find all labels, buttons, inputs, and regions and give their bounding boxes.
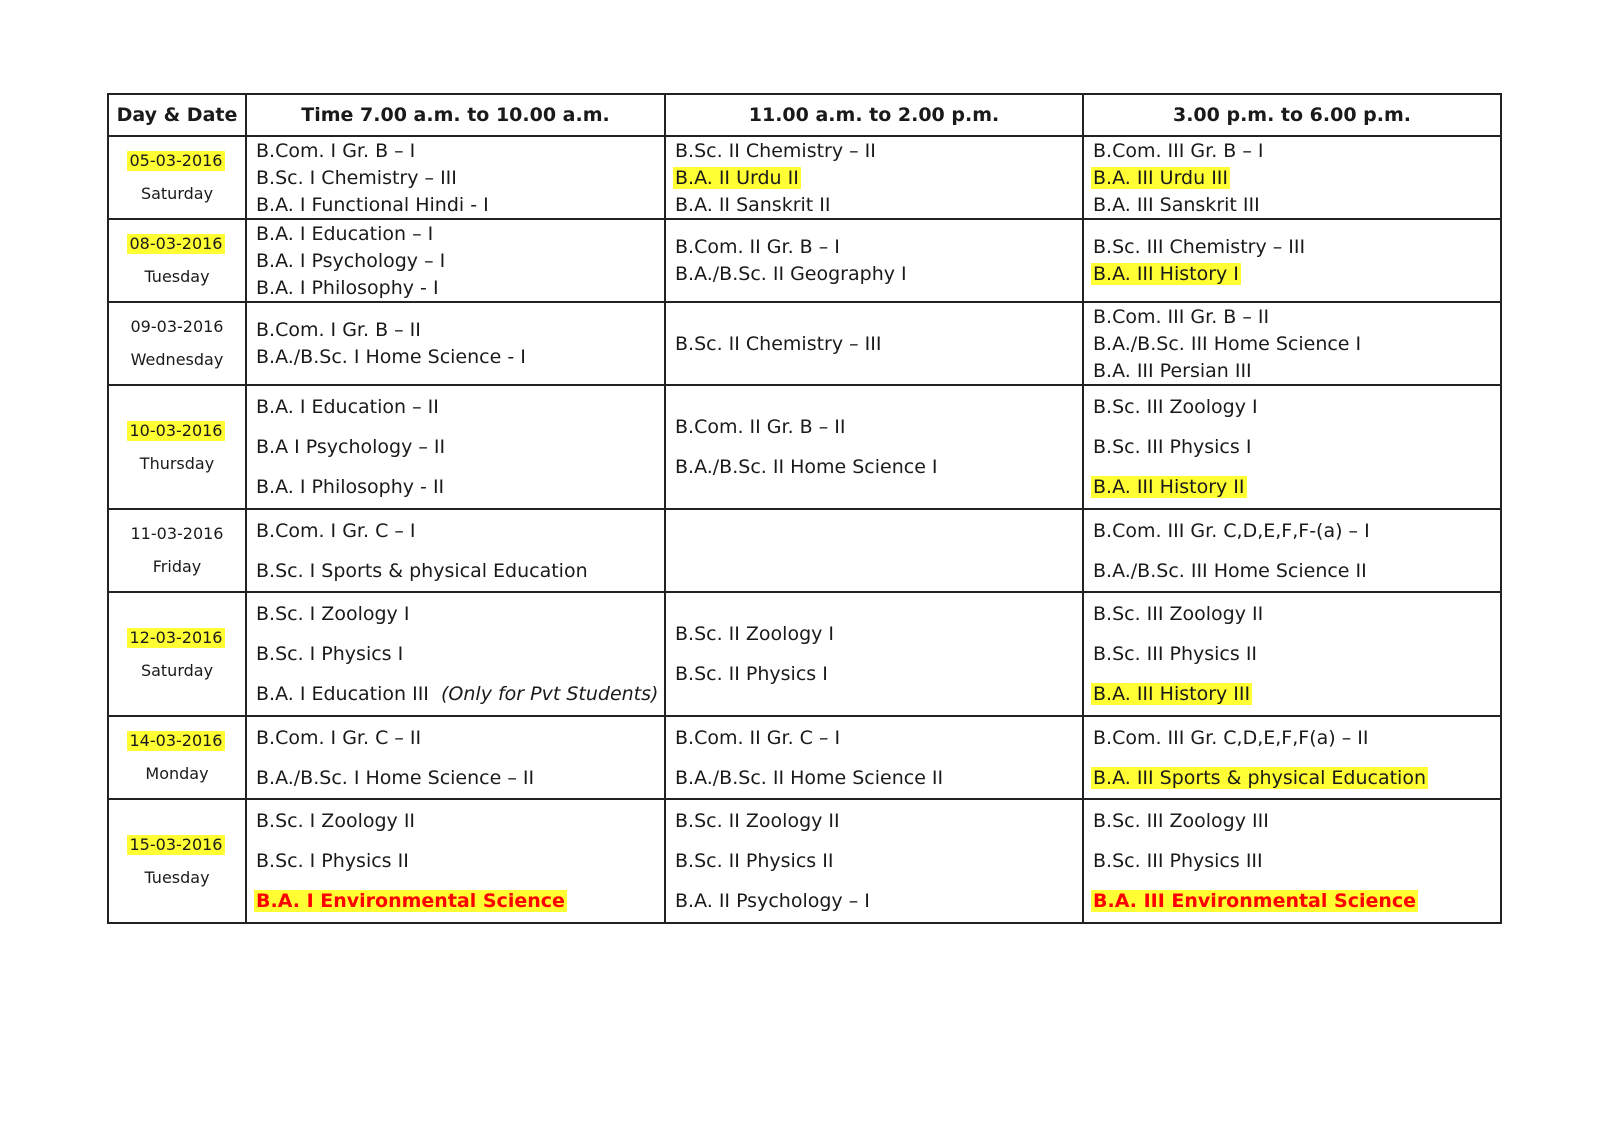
slot-midday-cell — [665, 385, 1083, 509]
subject: B.Com. II Gr. C – I — [675, 726, 841, 749]
header-row — [108, 94, 1501, 136]
subject: B.A./B.Sc. II Geography I — [675, 263, 907, 285]
subject: B.Sc. II Zoology II — [675, 810, 840, 832]
slot-morning-cell — [246, 302, 665, 385]
slot-morning-cell — [246, 799, 665, 923]
subject: B.A. I Philosophy - II — [256, 476, 445, 498]
slot-midday-cell — [665, 136, 1083, 219]
subject-highlighted: B.A. III Urdu III — [1093, 166, 1229, 189]
exam-day: Monday — [145, 764, 209, 783]
subject-highlighted-red: B.A. III Environmental Science — [1093, 890, 1417, 912]
subject: B.Sc. I Zoology I — [256, 603, 410, 625]
subject: B.A./B.Sc. I Home Science - I — [256, 346, 526, 368]
subject: B.Sc. III Zoology II — [1093, 603, 1264, 625]
subject: B.A. III Sanskrit III — [1093, 193, 1260, 216]
subject-highlighted: B.A. III History III — [1093, 683, 1251, 705]
exam-day: Tuesday — [144, 867, 210, 887]
slot-afternoon-cell — [1083, 716, 1501, 799]
subject: B.Sc. I Zoology II — [256, 810, 416, 832]
subject: B.A. I Philosophy - I — [256, 276, 439, 299]
subject: B.Com. II Gr. B – I — [675, 236, 840, 258]
subject: B.A. I Education – II — [256, 396, 439, 418]
exam-timetable — [107, 93, 1502, 924]
header-slot-afternoon: 3.00 p.m. to 6.00 p.m. — [1083, 94, 1501, 136]
exam-day: Saturday — [140, 660, 214, 680]
date-cell — [108, 592, 246, 716]
subject: B.A. I Functional Hindi - I — [256, 193, 489, 216]
date-cell — [108, 302, 246, 385]
exam-date: 10-03-2016 — [127, 421, 226, 441]
table-row — [108, 385, 1501, 509]
header-day-date: Day & Date — [108, 94, 246, 136]
subject: B.Sc. III Chemistry – III — [1093, 236, 1306, 258]
subject: B.Sc. III Physics III — [1093, 850, 1263, 872]
subject: B.Com. II Gr. B – II — [675, 416, 846, 438]
exam-date: 11-03-2016 — [130, 524, 224, 543]
subject-highlighted: B.A. III History II — [1093, 476, 1245, 498]
slot-morning-cell — [246, 136, 665, 219]
subject: B.A I Psychology – II — [256, 436, 446, 458]
slot-morning-cell — [246, 509, 665, 592]
slot-midday-cell — [665, 302, 1083, 385]
subject: B.Sc. I Sports & physical Education — [256, 559, 588, 582]
slot-midday-cell — [665, 799, 1083, 923]
exam-date: 09-03-2016 — [130, 317, 224, 336]
date-cell — [108, 716, 246, 799]
subject: B.Sc. II Physics I — [675, 663, 828, 685]
exam-day: Saturday — [140, 184, 214, 203]
subject: B.A. I Education – I — [256, 222, 434, 245]
subject-highlighted: B.A. III History I — [1093, 263, 1239, 285]
slot-afternoon-cell — [1083, 302, 1501, 385]
subject: B.Com. I Gr. C – I — [256, 519, 416, 542]
exam-date: 05-03-2016 — [127, 151, 226, 171]
exam-day: Wednesday — [130, 350, 224, 369]
slot-morning-cell — [246, 385, 665, 509]
slot-morning-cell — [246, 592, 665, 716]
subject: B.Sc. I Physics II — [256, 850, 409, 872]
subject: B.Sc. I Physics I — [256, 643, 404, 665]
date-cell — [108, 136, 246, 219]
subject: B.Com. I Gr. B – II — [256, 319, 421, 341]
table-row — [108, 799, 1501, 923]
exam-day: Tuesday — [144, 267, 210, 286]
slot-afternoon-cell — [1083, 509, 1501, 592]
slot-morning-cell — [246, 716, 665, 799]
subject: B.Com. III Gr. B – I — [1093, 139, 1264, 162]
subject: B.A./B.Sc. I Home Science – II — [256, 766, 535, 789]
slot-afternoon-cell — [1083, 136, 1501, 219]
table-row — [108, 136, 1501, 219]
subject: B.A. II Psychology – I — [675, 890, 870, 912]
subject: B.Sc. III Physics II — [1093, 643, 1258, 665]
subject: B.A./B.Sc. III Home Science I — [1093, 332, 1362, 355]
subject: B.Com. III Gr. B – II — [1093, 305, 1270, 328]
subject: B.Sc. II Physics II — [675, 850, 834, 872]
subject-highlighted: B.A. III Sports & physical Education — [1093, 766, 1426, 789]
subject: B.A. III Persian III — [1093, 359, 1252, 382]
subject: B.A. I Psychology – I — [256, 249, 446, 272]
subject: B.A./B.Sc. III Home Science II — [1093, 559, 1367, 582]
subject: B.Sc. III Zoology I — [1093, 396, 1258, 418]
subject-note: (Only for Pvt Students) — [441, 683, 659, 705]
subject: B.Com. III Gr. C,D,E,F,F-(a) – I — [1093, 519, 1370, 542]
subject: B.Sc. II Zoology I — [675, 623, 835, 645]
date-cell — [108, 509, 246, 592]
subject-highlighted: B.A. II Urdu II — [675, 166, 799, 189]
exam-date: 12-03-2016 — [127, 628, 226, 648]
slot-afternoon-cell — [1083, 799, 1501, 923]
subject: B.Com. I Gr. B – I — [256, 139, 416, 162]
date-cell — [108, 799, 246, 923]
slot-afternoon-cell — [1083, 385, 1501, 509]
subject-highlighted-red: B.A. I Environmental Science — [256, 890, 565, 912]
subject: B.A./B.Sc. II Home Science II — [675, 766, 944, 789]
header-slot-midday: 11.00 a.m. to 2.00 p.m. — [665, 94, 1083, 136]
table-row — [108, 302, 1501, 385]
slot-midday-cell — [665, 716, 1083, 799]
subject: B.Sc. III Physics I — [1093, 436, 1252, 458]
subject: B.Com. I Gr. C – II — [256, 726, 422, 749]
subject: B.Com. III Gr. C,D,E,F,F(a) – II — [1093, 726, 1369, 749]
subject: B.Sc. II Chemistry – II — [675, 139, 876, 162]
exam-date: 08-03-2016 — [127, 234, 226, 254]
subject: B.A./B.Sc. II Home Science I — [675, 456, 938, 478]
slot-midday-cell-empty — [665, 509, 1083, 592]
subject: B.Sc. I Chemistry – III — [256, 166, 457, 189]
header-slot-morning: Time 7.00 a.m. to 10.00 a.m. — [246, 94, 665, 136]
slot-morning-cell — [246, 219, 665, 302]
exam-date: 14-03-2016 — [127, 731, 226, 751]
table-row — [108, 219, 1501, 302]
exam-date: 15-03-2016 — [127, 835, 226, 855]
slot-midday-cell — [665, 219, 1083, 302]
slot-afternoon-cell — [1083, 219, 1501, 302]
subject: B.Sc. III Zoology III — [1093, 810, 1269, 832]
date-cell — [108, 219, 246, 302]
table-row — [108, 592, 1501, 716]
subject: B.A. II Sanskrit II — [675, 193, 831, 216]
date-cell — [108, 385, 246, 509]
table-row — [108, 509, 1501, 592]
subject: B.Sc. II Chemistry – III — [675, 332, 882, 355]
exam-day: Friday — [152, 557, 202, 576]
slot-afternoon-cell — [1083, 592, 1501, 716]
slot-midday-cell — [665, 592, 1083, 716]
table-row — [108, 716, 1501, 799]
exam-day: Thursday — [139, 453, 215, 473]
subject: B.A. I Education III — [256, 683, 429, 705]
